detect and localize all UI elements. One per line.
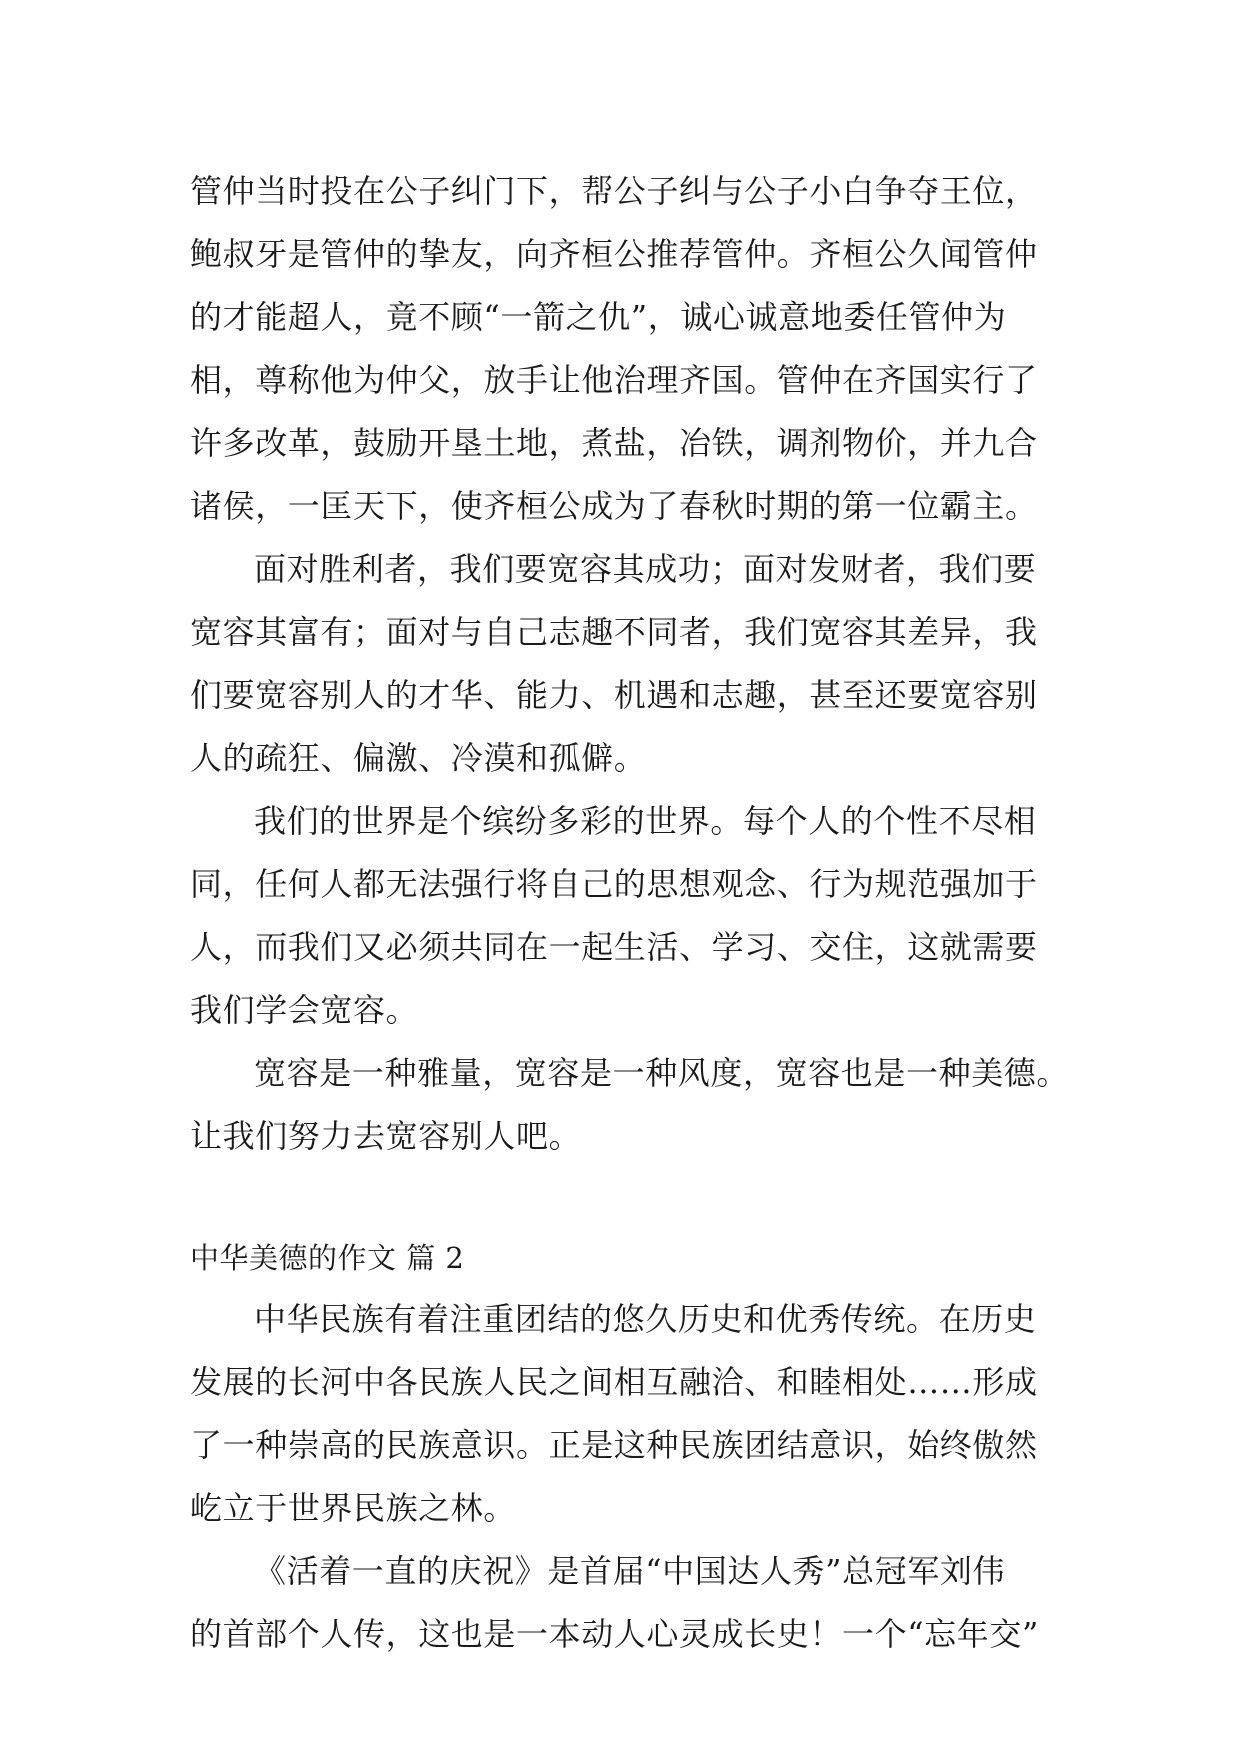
text-line: 人的疏狂、偏激、冷漠和孤僻。 bbox=[190, 739, 647, 777]
text-line: 中华民族有着注重团结的悠久历史和优秀传统。在历史 bbox=[254, 1300, 1037, 1338]
paragraph-colorful-world bbox=[190, 790, 1052, 1042]
text-line: 诸侯，一匡天下，使齐桓公成为了春秋时期的第一位霸主。 bbox=[190, 487, 1038, 525]
text-line: 我们学会宽容。 bbox=[190, 991, 419, 1029]
text-line: 《活着一直的庆祝》是首届“中国达人秀”总冠军刘伟 bbox=[254, 1552, 1006, 1590]
text-line: 相，尊称他为仲父，放手让他治理齐国。管仲在齐国实行了 bbox=[190, 361, 1038, 399]
text-line: 们要宽容别人的才华、能力、机遇和志趣，甚至还要宽容别 bbox=[190, 676, 1038, 714]
text-line: 让我们努力去宽容别人吧。 bbox=[190, 1117, 582, 1155]
section-spacer bbox=[190, 1168, 1052, 1228]
paragraph-tolerance-virtue bbox=[190, 1042, 1070, 1168]
text-line: 同，任何人都无法强行将自己的思想观念、行为规范强加于 bbox=[190, 865, 1038, 903]
paragraph-guanzhong bbox=[190, 160, 1052, 538]
text-line: 发展的长河中各民族人民之间相互融洽、和睦相处……形成 bbox=[190, 1363, 1038, 1401]
text-line: 屹立于世界民族之林。 bbox=[190, 1489, 517, 1527]
text-line: 我们的世界是个缤纷多彩的世界。每个人的个性不尽相 bbox=[254, 802, 1037, 840]
text-line: 管仲当时投在公子纠门下，帮公子纠与公子小白争夺王位， bbox=[190, 172, 1038, 210]
section-heading: 中华美德的作文 篇 2 bbox=[190, 1241, 465, 1275]
document-body bbox=[190, 160, 1070, 1666]
text-line: 的首部个人传，这也是一本动人心灵成长史！一个“忘年交” bbox=[190, 1615, 1039, 1653]
text-line: 了一种崇高的民族意识。正是这种民族团结意识，始终傲然 bbox=[190, 1426, 1038, 1464]
text-line: 许多改革，鼓励开垦土地，煮盐，冶铁，调剂物价，并九合 bbox=[190, 424, 1038, 462]
text-line: 的才能超人，竟不顾“一箭之仇”，诚心诚意地委任管仲为 bbox=[190, 298, 1007, 336]
text-line: 面对胜利者，我们要宽容其成功；面对发财者，我们要 bbox=[254, 550, 1037, 588]
text-line: 宽容是一种雅量，宽容是一种风度，宽容也是一种美德。 bbox=[254, 1054, 1070, 1092]
text-line: 人，而我们又必须共同在一起生活、学习、交住，这就需要 bbox=[190, 928, 1038, 966]
text-line: 鲍叔牙是管仲的挚友，向齐桓公推荐管仲。齐桓公久闻管仲 bbox=[190, 235, 1038, 273]
text-line: 宽容其富有；面对与自己志趣不同者，我们宽容其差异，我 bbox=[190, 613, 1038, 651]
paragraph-liuwei-book bbox=[190, 1540, 1052, 1666]
paragraph-tolerance-others bbox=[190, 538, 1052, 790]
paragraph-national-unity bbox=[190, 1288, 1052, 1540]
